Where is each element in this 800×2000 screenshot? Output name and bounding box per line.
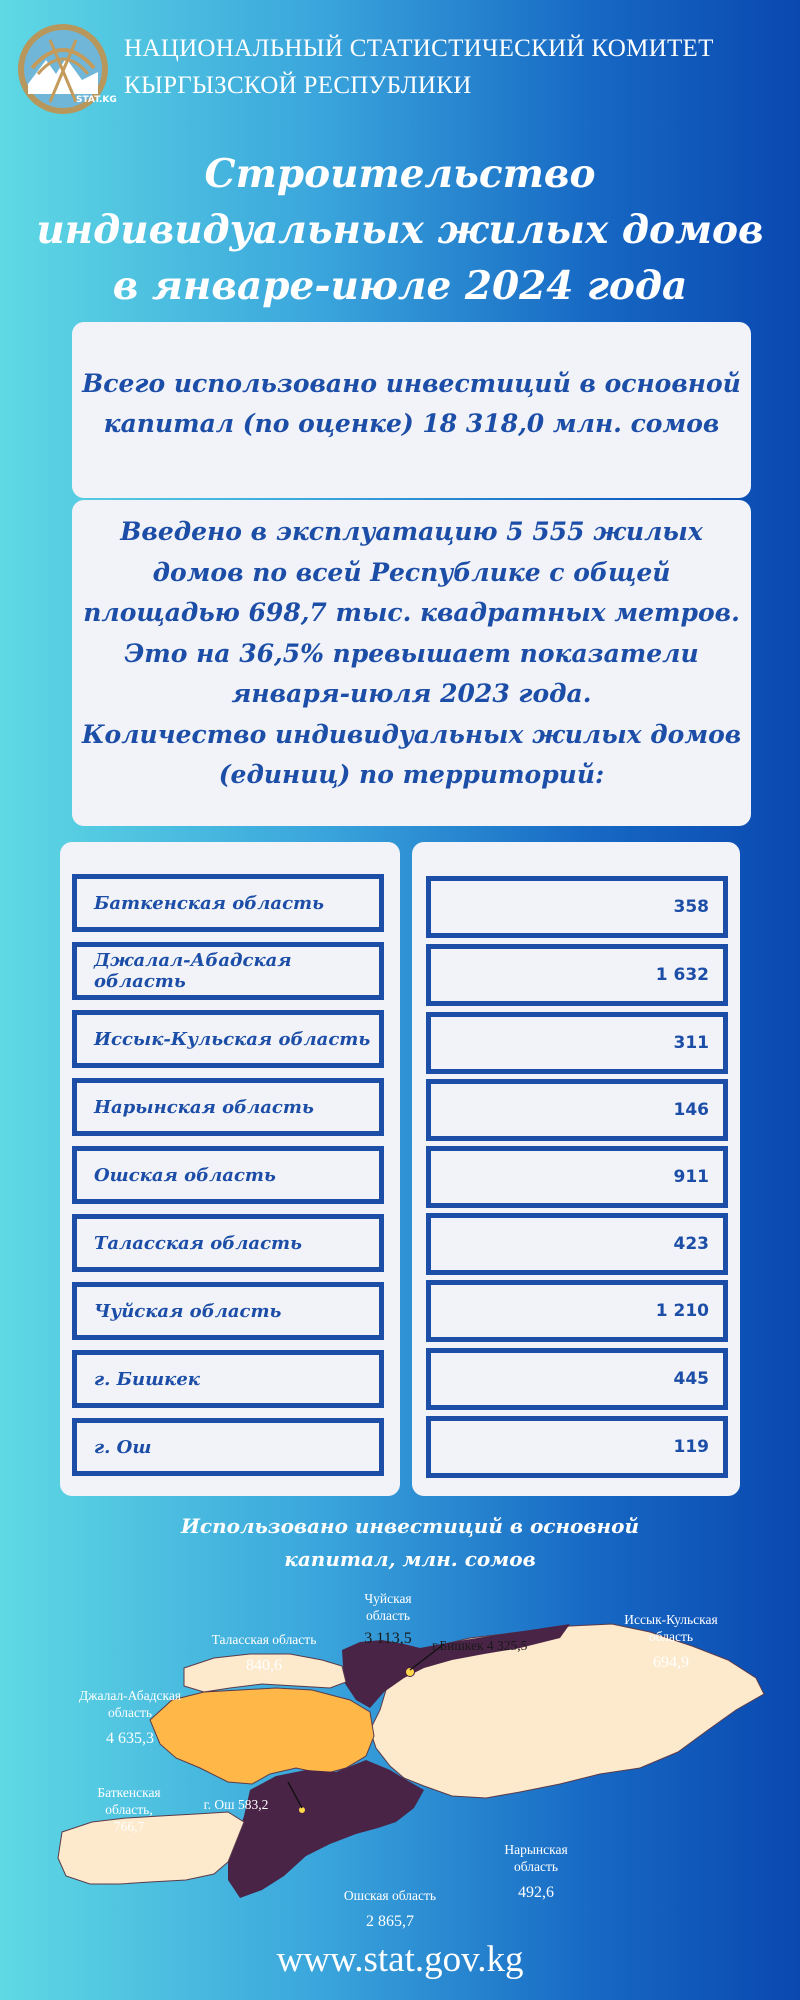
commission-line-6: Количество индивидуальных жилых домов	[81, 719, 742, 749]
chuy-name-2: область	[365, 1608, 411, 1623]
label-osh-city: г. Ош 583,2	[203, 1797, 269, 1812]
commission-line-3: площадью 698,7 тыс. квадратных метров.	[83, 598, 740, 627]
commission-line-1: Введено в эксплуатацию 5 555 жилых	[120, 517, 703, 546]
label-jalalabad	[68, 1687, 192, 1747]
label-naryn	[486, 1841, 586, 1901]
chuy-value: 3 113,5	[364, 1630, 412, 1647]
jalalabad-value: 4 635,3	[106, 1730, 154, 1747]
page-title	[0, 146, 800, 314]
batken-name-2: область,	[105, 1802, 153, 1817]
bishkek-marker	[406, 1668, 415, 1677]
title-line-2: индивидуальных жилых домов	[36, 207, 764, 253]
region-name: Нарынская область	[72, 1078, 384, 1136]
region-value: 311	[426, 1012, 728, 1074]
region-name: Таласская область	[72, 1214, 384, 1272]
label-batken	[84, 1784, 174, 1835]
logo-text: STAT.KG	[76, 95, 117, 105]
investment-line-2: капитал (по оценке) 18 318,0 млн. сомов	[103, 409, 720, 438]
region-name: Баткенская область	[72, 874, 384, 932]
issykkul-value: 694,9	[653, 1654, 689, 1671]
chuy-name-1: Чуйская	[364, 1591, 412, 1606]
region-name: г. Ош	[72, 1418, 384, 1476]
investment-card	[72, 322, 751, 498]
region-value: 1 632	[426, 944, 728, 1006]
label-bishkek: г.Бишкек 4 325,5	[432, 1638, 528, 1653]
region-names-panel	[60, 842, 400, 1496]
region-values-panel	[412, 842, 740, 1496]
jalalabad-name-1: Джалал-Абадская	[78, 1688, 182, 1703]
talas-name: Таласская область	[211, 1632, 317, 1647]
region-name: Джалал-Абадская область	[72, 942, 384, 1000]
naryn-name-1: Нарынская	[504, 1842, 568, 1857]
batken-value: 766,7	[113, 1819, 145, 1834]
commission-line-7: (единиц) по территорий:	[218, 760, 605, 789]
region-value: 423	[426, 1213, 728, 1275]
naryn-name-2: область	[513, 1859, 559, 1874]
commission-line-5: января-июля 2023 года.	[231, 679, 592, 708]
organization-name	[124, 30, 714, 104]
region-value: 146	[426, 1079, 728, 1141]
website-url[interactable]: www.stat.gov.kg	[276, 1939, 524, 1980]
region-name: Ошская область	[72, 1146, 384, 1204]
investment-line-1: Всего использовано инвестиций в основной	[82, 369, 741, 398]
label-osh-region	[320, 1887, 460, 1930]
label-issykkul	[606, 1611, 736, 1671]
osh-value: 2 865,7	[366, 1913, 414, 1930]
org-line-1: НАЦИОНАЛЬНЫЙ СТАТИСТИЧЕСКИЙ КОМИТЕТ	[124, 35, 714, 62]
region-value: 358	[426, 876, 728, 938]
issykkul-name-1: Иссык-Кульская	[624, 1612, 718, 1627]
region-value: 119	[426, 1416, 728, 1478]
title-line-1: Строительство	[204, 151, 596, 197]
region-value: 911	[426, 1146, 728, 1208]
label-chuy	[340, 1590, 436, 1647]
naryn-value: 492,6	[518, 1884, 554, 1901]
region-name: Иссык-Кульская область	[72, 1010, 384, 1068]
commission-card	[72, 500, 751, 826]
commission-line-2: домов по всей Республике с общей	[152, 557, 671, 587]
region-name: г. Бишкек	[72, 1350, 384, 1408]
commission-line-4: Это на 36,5% превышает показатели	[124, 638, 699, 668]
region-value: 445	[426, 1348, 728, 1410]
region-value: 1 210	[426, 1280, 728, 1342]
title-line-3: в январе-июле 2024 года	[112, 263, 688, 309]
region-name: Чуйская область	[72, 1282, 384, 1340]
org-line-2: КЫРГЫЗСКОЙ РЕСПУБЛИКИ	[124, 72, 472, 99]
stat-kg-logo	[16, 22, 117, 116]
batken-name-1: Баткенская	[97, 1785, 161, 1800]
osh-name: Ошская область	[343, 1888, 437, 1903]
jalalabad-name-2: область	[107, 1705, 153, 1720]
map-title-line-2: капитал, млн. сомов	[284, 1547, 536, 1571]
issykkul-name-2: область	[648, 1629, 694, 1644]
label-talas	[196, 1631, 332, 1674]
talas-value: 840,6	[246, 1657, 282, 1674]
map-title-line-1: Использовано инвестиций в основной	[181, 1514, 639, 1538]
